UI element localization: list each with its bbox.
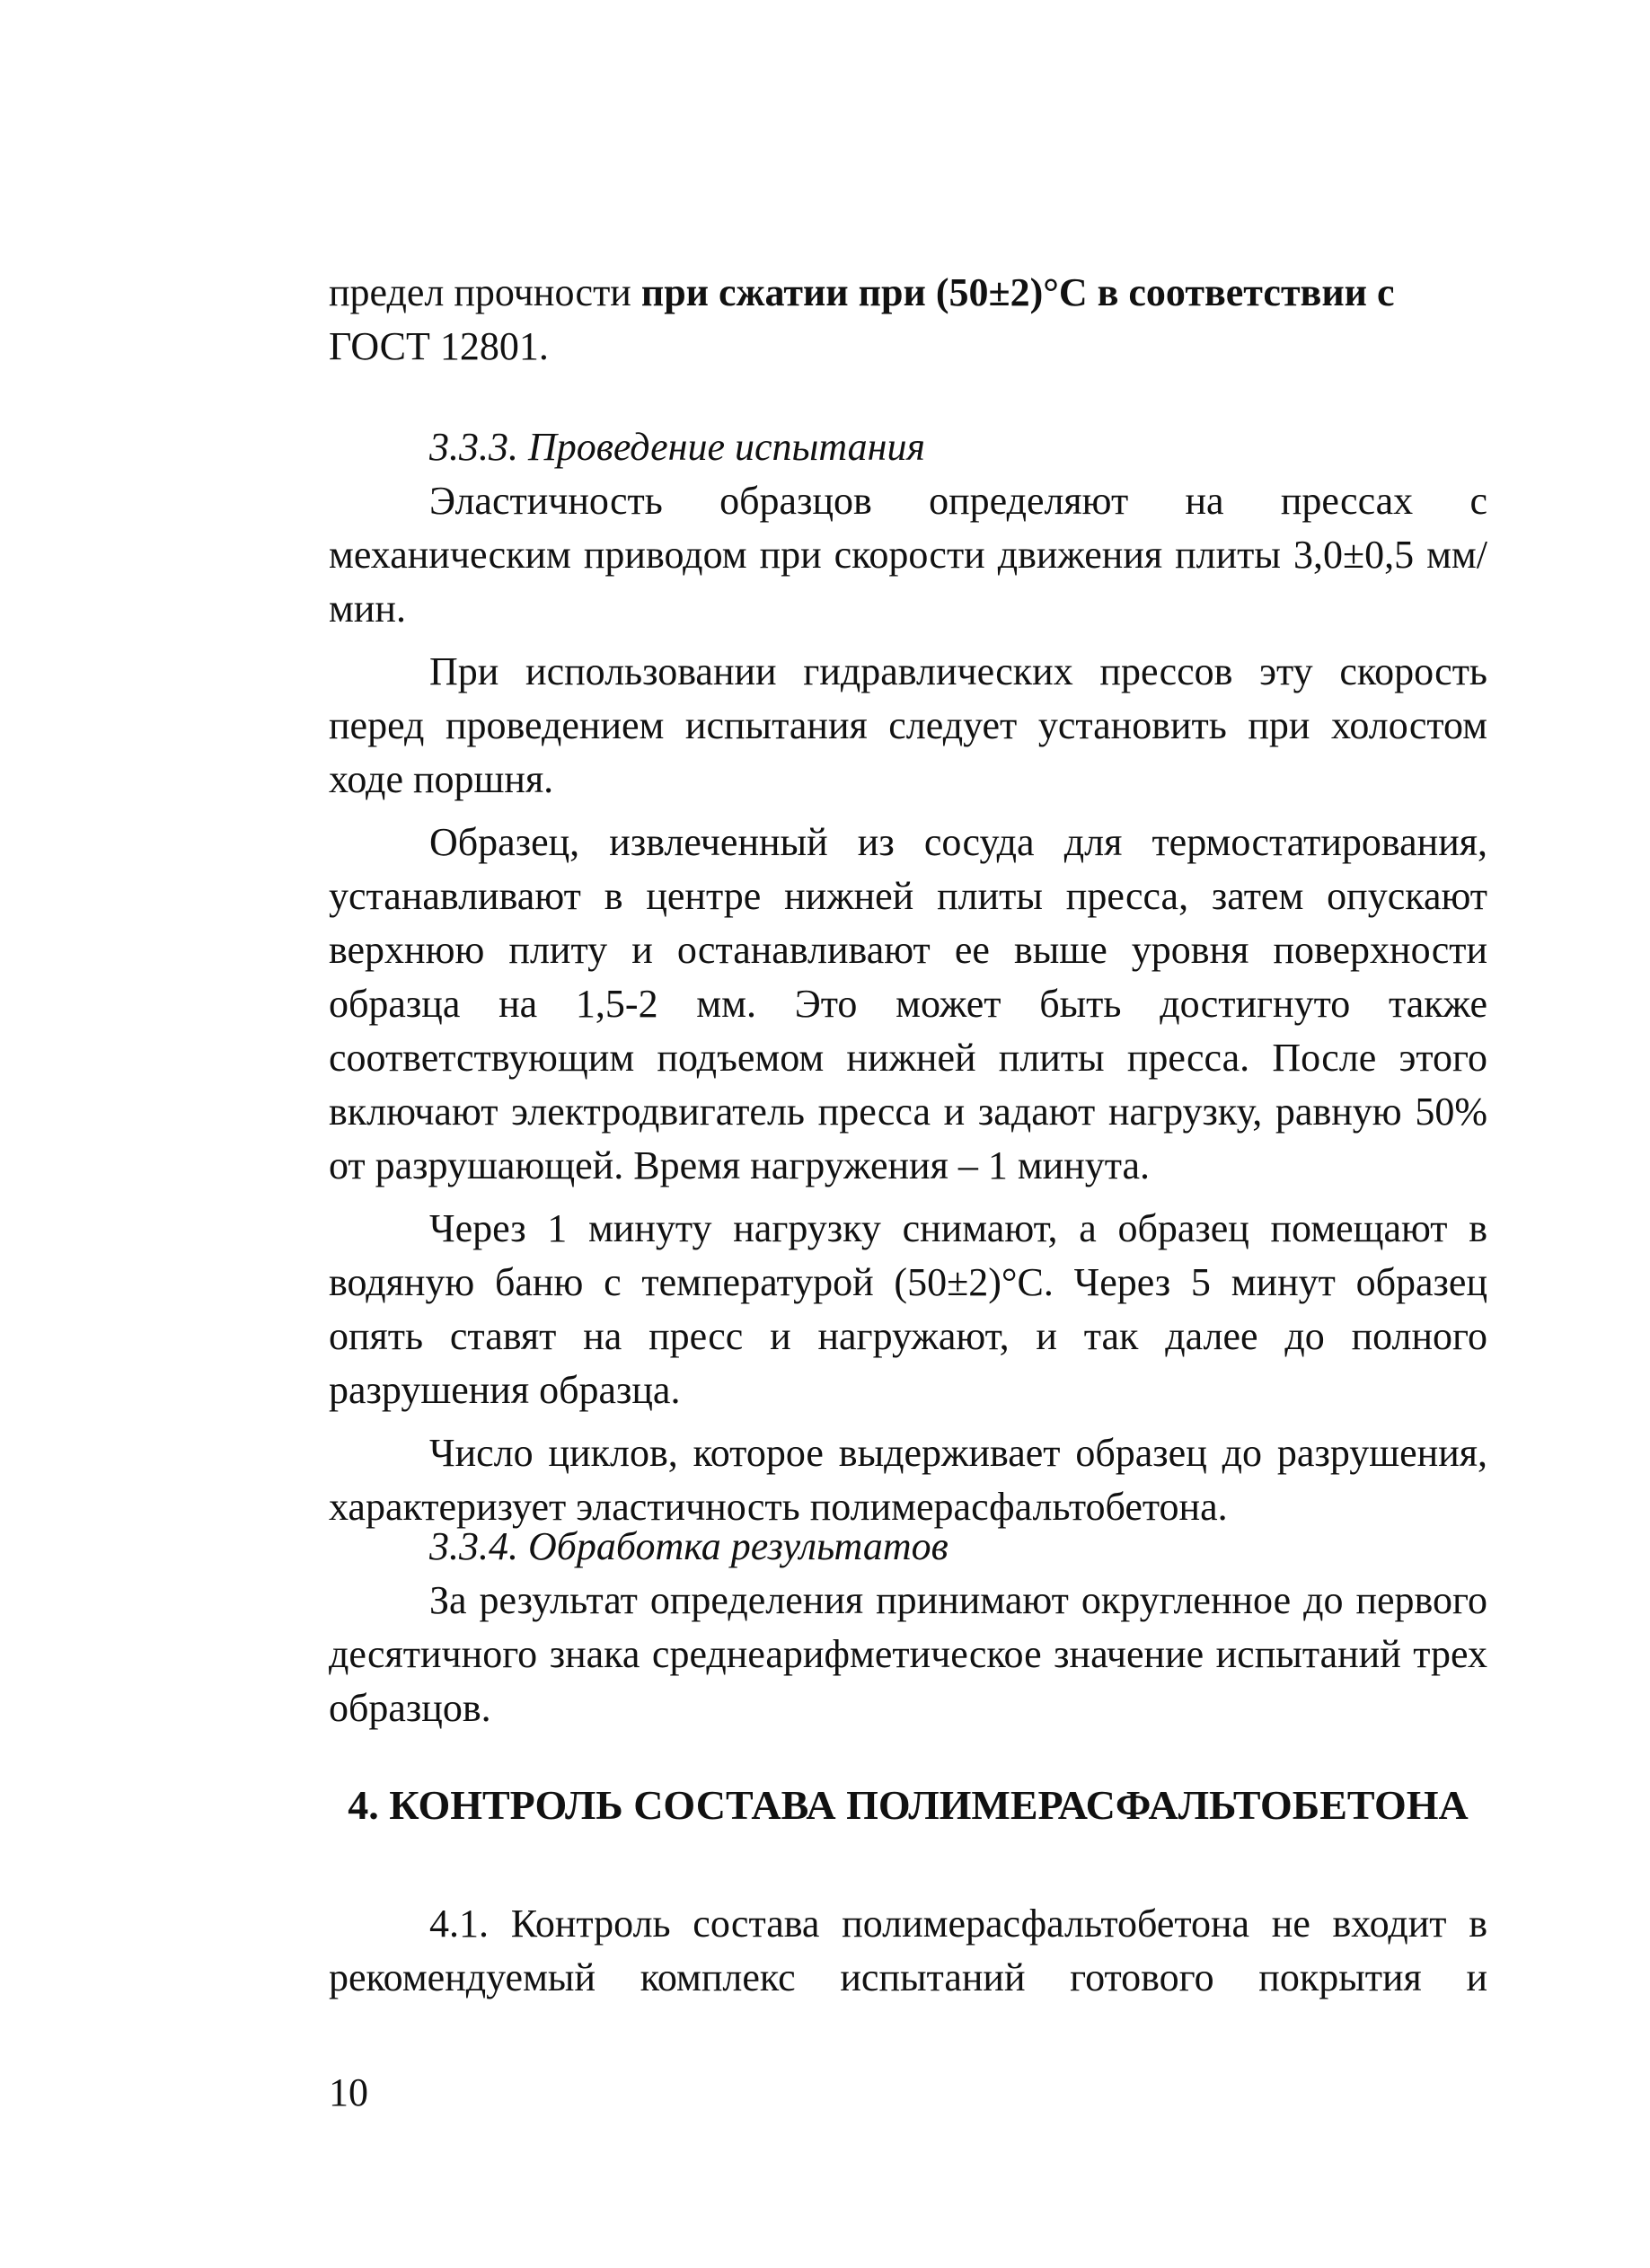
section-333	[329, 420, 1487, 1534]
section-333-paragraph-1: Эластичность образцов определяют на прессах с механическим приводом при скорости движения плиты 3,0±0,5 мм/мин.	[329, 479, 1487, 631]
intro-bold-text: при сжатии при (50±2)°С в соответствии с	[640, 270, 1395, 314]
intro-plain-text: предел прочности	[329, 270, 641, 314]
page-number: 10	[329, 2070, 368, 2114]
intro-block	[329, 266, 1487, 374]
section-4-title: 4. КОНТРОЛЬ СОСТАВА ПОЛИМЕРАСФАЛЬТОБЕТОНА	[348, 1782, 1469, 1828]
section-333-heading: 3.3.3. Проведение испытания	[429, 425, 925, 469]
section-334	[329, 1520, 1487, 1735]
intro-line-2: ГОСТ 12801.	[329, 324, 549, 368]
section-4-paragraph-1: 4.1. Контроль состава полимерасфальтобетона не входит в рекомендуемый комплекс испытаний готового покрытия и	[329, 1902, 1487, 1999]
section-334-paragraph-1: За результат определения принимают округленное до первого десятичного знака среднеарифметическое значение испытаний трех образцов.	[329, 1578, 1487, 1730]
section-334-heading: 3.3.4. Обработка результатов	[429, 1524, 949, 1568]
intro-line	[329, 266, 1487, 320]
section-333-paragraph-4: Через 1 минуту нагрузку снимают, а образец помещают в водяную баню с температурой (50±2)°С. Через 5 минут образец опять ставят на пресс и нагружают, и так далее до полного разрушения образца.	[329, 1206, 1487, 1412]
section-333-paragraph-2: При использовании гидравлических прессов эту скорость перед проведением испытания следует установить при холостом ходе поршня.	[329, 649, 1487, 801]
section-333-paragraph-5: Число циклов, которое выдерживает образец до разрушения, характеризует эластичность полимерасфальтобетона.	[329, 1431, 1487, 1529]
section-333-paragraph-3: Образец, извлеченный из сосуда для термостатирования, устанавливают в центре нижней плиты пресса, затем опускают верхнюю плиту и останавливают ее выше уровня поверхности образца на 1,5-2 мм. Это может быть достигнуто также соответствующим подъемом нижней плиты пресса. После этого включают электродвигатель пресса и задают нагрузку, равную 50% от разрушающей. Время нагружения – 1 минута.	[329, 820, 1487, 1187]
section-4	[329, 1897, 1487, 2005]
